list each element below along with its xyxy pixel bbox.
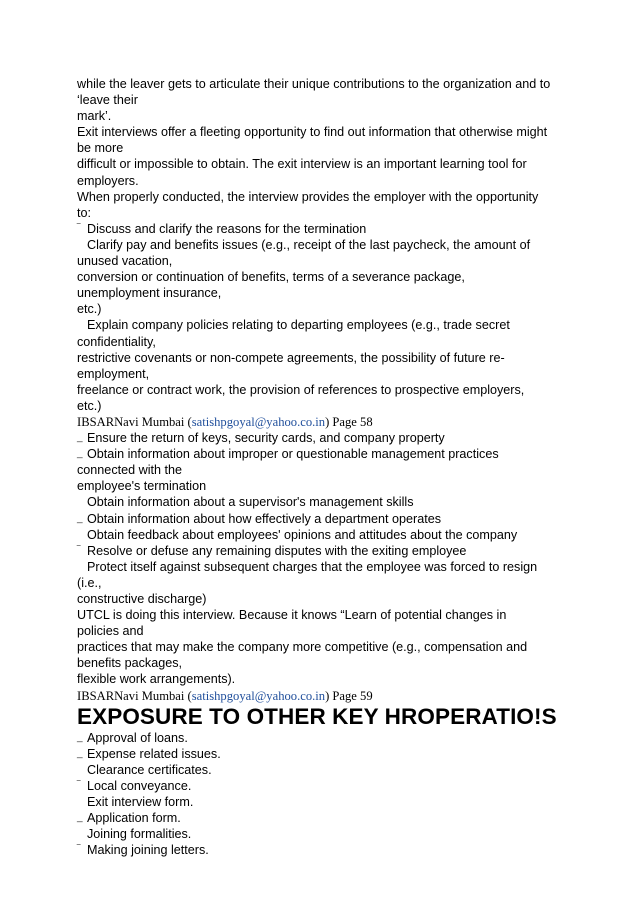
bullet-text: Resolve or defuse any remaining disputes with the exiting employee (87, 543, 467, 558)
bullet-continuation: constructive discharge) (77, 592, 207, 606)
bullet-item (77, 762, 577, 778)
text-line: while the leaver gets to articulate their unique contributions to the organization and to (77, 77, 551, 91)
bullet-text: Clearance certificates. (87, 762, 212, 777)
bullet-text: Obtain information about improper or questionable management practices (87, 447, 499, 462)
bullet-continuation: confidentiality, (77, 334, 156, 349)
bullet-text: Making joining letters. (87, 843, 209, 858)
footer-email: satishpgoyal@yahoo.co.in (191, 688, 326, 703)
bullet-marker: _ (77, 512, 83, 524)
text-line: policies and (77, 624, 144, 639)
text-line: When properly conducted, the interview provides the employer with the opportunity (77, 189, 539, 204)
bullet-item (77, 730, 577, 746)
bullet-item (77, 778, 577, 794)
bullet-marker: _ (77, 432, 83, 444)
bullet-marker: ‾ (77, 779, 81, 791)
bullet-continuation: freelance or contract work, the provision of references to prospective employers, (77, 382, 525, 397)
bullet-continuation: restrictive covenants or non-compete agreements, the possibility of future re- (77, 350, 505, 365)
bullet-item (77, 746, 577, 762)
bullet-item (77, 511, 577, 527)
bullet-text: Obtain feedback about employees' opinions and attitudes about the company (87, 527, 518, 542)
section-heading: EXPOSURE TO OTHER KEY HROPERATIO!S (77, 703, 557, 729)
bullet-continuation: employee's termination (77, 479, 207, 494)
bullet-text: Local conveyance. (87, 778, 192, 793)
bullet-text: Joining formalities. (87, 827, 192, 842)
bullet-item (77, 559, 577, 575)
bullet-marker: ‾ (77, 544, 81, 556)
bullet-item (77, 430, 577, 446)
bullet-text: Clarify pay and benefits issues (e.g., receipt of the last paycheck, the amount of (87, 237, 531, 252)
text-line: difficult or impossible to obtain. The exit interview is an important learning tool for (77, 157, 527, 172)
bullet-item (77, 543, 577, 559)
intro-paragraph (77, 76, 577, 221)
bullet-item (77, 842, 577, 858)
bullet-text: Obtain information about a supervisor's management skills (87, 495, 414, 510)
bullet-item (77, 527, 577, 543)
bullet-item (77, 317, 577, 333)
bullet-text: Exit interview form. (87, 795, 194, 810)
footer-email: satishpgoyal@yahoo.co.in (191, 414, 326, 429)
text-line: mark’. (77, 109, 112, 124)
bullet-text: Expense related issues. (87, 746, 221, 761)
text-line: employers. (77, 173, 139, 188)
page-footer (77, 688, 577, 704)
interview-bullets (77, 430, 577, 607)
footer-prefix: IBSARNavi Mumbai ( (77, 414, 192, 429)
bullet-item (77, 446, 577, 462)
bullet-continuation: etc.) (77, 302, 102, 317)
bullet-continuation: (i.e., (77, 575, 102, 590)
text-line: practices that may make the company more competitive (e.g., compensation and (77, 640, 528, 655)
bullet-item (77, 221, 577, 237)
bullet-marker: _ (77, 731, 83, 743)
bullet-item (77, 810, 577, 826)
bullet-continuation: connected with the (77, 463, 183, 478)
bullet-text: Ensure the return of keys, security cards, and company property (87, 431, 445, 446)
bullet-text: Obtain information about how effectively a department operates (87, 511, 442, 526)
text-line: flexible work arrangements). (77, 672, 236, 687)
termination-bullets (77, 221, 577, 414)
footer-page: ) Page 59 (325, 688, 373, 703)
bullet-text: Protect itself against subsequent charges that the employee was forced to resign (87, 559, 538, 574)
bullet-marker: _ (77, 448, 83, 460)
bullet-text: Discuss and clarify the reasons for the termination (87, 221, 367, 236)
text-line: benefits packages, (77, 656, 183, 671)
text-line: ‘leave their (77, 93, 138, 108)
bullet-marker: ‾ (77, 222, 81, 234)
bullet-item (77, 237, 577, 253)
page-footer (77, 414, 577, 430)
bullet-marker: ‾ (77, 844, 81, 856)
bullet-continuation: unemployment insurance, (77, 286, 222, 301)
utcl-paragraph (77, 607, 577, 687)
bullet-text: Explain company policies relating to departing employees (e.g., trade secret (87, 318, 510, 333)
bullet-item (77, 494, 577, 510)
text-line: be more (77, 141, 124, 156)
bullet-continuation: employment, (77, 366, 150, 381)
hr-operations-bullets (77, 730, 577, 859)
bullet-continuation: conversion or continuation of benefits, terms of a severance package, (77, 270, 465, 285)
footer-page: ) Page 58 (325, 414, 373, 429)
bullet-continuation: etc.) (77, 398, 102, 413)
text-line: Exit interviews offer a fleeting opportunity to find out information that otherwise might (77, 125, 548, 140)
bullet-marker: _ (77, 812, 83, 824)
bullet-item (77, 794, 577, 810)
document-page (77, 76, 577, 858)
footer-prefix: IBSARNavi Mumbai ( (77, 688, 192, 703)
text-line: to: (77, 205, 92, 220)
bullet-text: Approval of loans. (87, 730, 188, 745)
bullet-text: Application form. (87, 811, 181, 826)
bullet-continuation: unused vacation, (77, 254, 173, 269)
text-line: UTCL is doing this interview. Because it knows “Learn of potential changes in (77, 608, 507, 623)
bullet-marker: _ (77, 747, 83, 759)
bullet-item (77, 826, 577, 842)
